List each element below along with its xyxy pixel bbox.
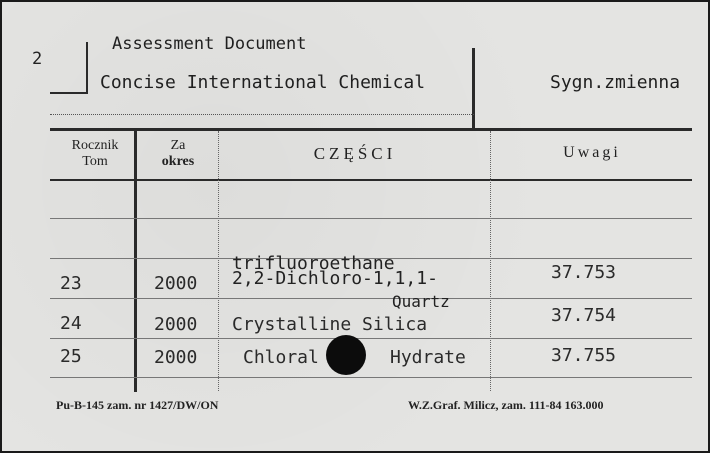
row-24-czesci-line-1: Quartz — [392, 292, 450, 311]
row-25-czesci-part-1: Chloral — [243, 347, 319, 368]
row-23-czesci-line-2: 2,2-Dichloro-1,1,1- — [232, 268, 438, 289]
row-rule — [50, 377, 692, 378]
column-header-rocznik — [56, 138, 134, 170]
column-divider-main — [134, 130, 137, 392]
row-23-czesci — [232, 253, 438, 289]
sygn-label: Sygn.zmienna — [550, 72, 681, 93]
row-24-rocznik: 24 — [60, 313, 82, 334]
row-24-czesci-line-2: Crystalline Silica — [232, 314, 428, 335]
catalog-card — [2, 2, 708, 451]
row-25-uwagi: 37.755 — [551, 345, 617, 366]
card-number: 2 — [32, 49, 43, 69]
footer-right: W.Z.Graf. Milicz, zam. 111-84 163.000 — [408, 398, 604, 412]
row-23-okres: 2000 — [154, 273, 198, 294]
row-25-czesci-part-2: Hydrate — [390, 347, 466, 368]
header-tom-text: Tom — [82, 154, 108, 169]
header-okres-text: okres — [161, 154, 195, 169]
row-23-czesci-line-1: trifluoroethane — [232, 253, 395, 274]
table-top-rule — [50, 128, 692, 131]
header-za-text: Za — [170, 138, 186, 153]
header-vertical-rule — [86, 42, 88, 94]
column-divider-2 — [218, 131, 219, 391]
row-23-rocznik: 23 — [60, 273, 82, 294]
column-divider-3 — [490, 131, 491, 391]
row-rule — [50, 218, 692, 219]
header-corner-rule — [50, 92, 88, 94]
column-header-za-okres — [138, 138, 218, 170]
row-24-uwagi: 37.754 — [551, 305, 617, 326]
row-25-rocznik: 25 — [60, 346, 82, 367]
header-dotted-rule — [50, 114, 474, 115]
row-25-okres: 2000 — [154, 347, 198, 368]
header-divider — [472, 48, 475, 128]
table-header-rule — [50, 179, 692, 181]
row-rule — [50, 298, 692, 299]
row-24-okres: 2000 — [154, 314, 198, 335]
row-23-uwagi: 37.753 — [551, 262, 617, 283]
punch-hole — [326, 335, 366, 375]
column-header-czesci: CZĘŚCI — [313, 144, 397, 163]
header-rocznik-text: Rocznik — [71, 138, 119, 153]
document-title-line-2: Concise International Chemical — [100, 72, 426, 93]
row-rule — [50, 338, 692, 339]
footer-left: Pu-B-145 zam. nr 1427/DW/ON — [56, 398, 219, 412]
document-title-line-1: Assessment Document — [112, 34, 307, 54]
column-header-uwagi: Uwagi — [563, 144, 621, 161]
